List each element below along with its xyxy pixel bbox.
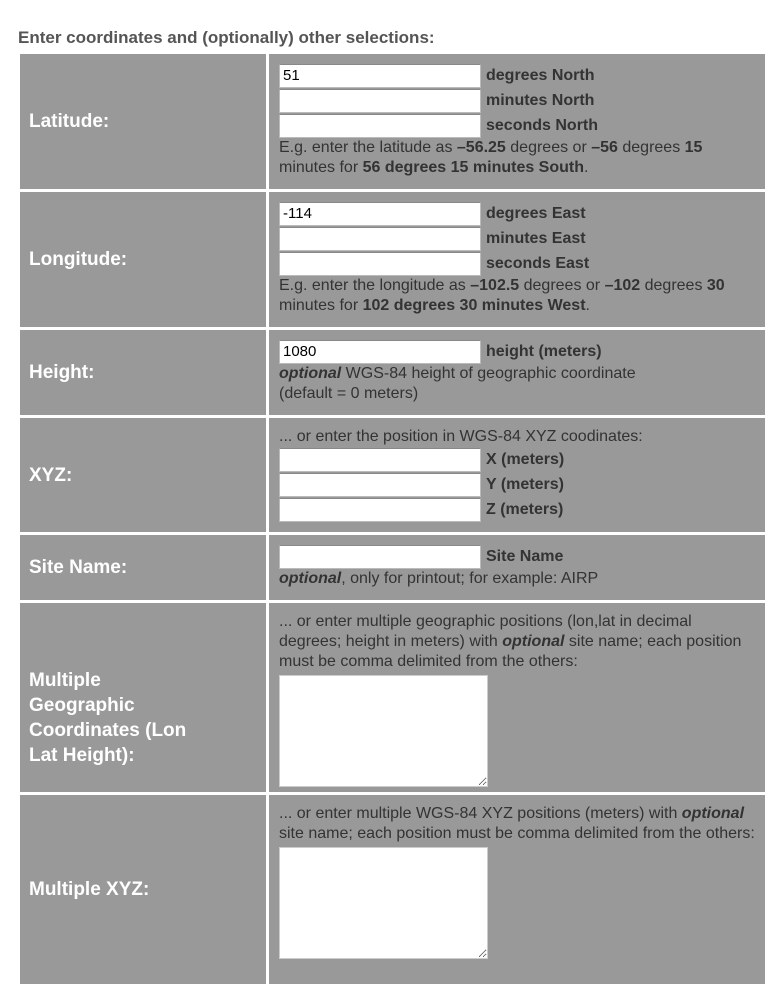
multi-xyz-help: ... or enter multiple WGS-84 XYZ positions (meters) with optional site name; each position must be comma delimited from the others: [279, 805, 755, 842]
site-name-unit: Site Name [486, 547, 564, 565]
longitude-seconds-input[interactable] [279, 252, 481, 276]
multi-geo-textarea[interactable] [279, 675, 488, 787]
seconds-north-label: seconds North [486, 116, 599, 134]
multi-xyz-row [18, 795, 767, 984]
site-name-help: optional, only for printout; for example: AIRP [279, 570, 599, 587]
longitude-row [18, 192, 767, 327]
longitude-minutes-input[interactable] [279, 227, 481, 251]
height-unit-label: height (meters) [486, 342, 602, 360]
xyz-row [18, 418, 767, 532]
multi-xyz-label: Multiple XYZ: [20, 795, 266, 984]
z-label: Z (meters) [486, 500, 564, 518]
site-name-label: Site Name: [20, 535, 266, 600]
form-title: Enter coordinates and (optionally) other selections: [18, 28, 435, 47]
x-label: X (meters) [486, 450, 565, 468]
seconds-east-label: seconds East [486, 254, 590, 272]
multi-geo-row [18, 603, 767, 792]
degrees-north-label: degrees North [486, 66, 595, 84]
x-input[interactable] [279, 448, 481, 472]
latitude-degrees-input[interactable] [279, 64, 481, 88]
latitude-label: Latitude: [20, 54, 266, 189]
height-help: optional WGS-84 height of geographic coordinate (default = 0 meters) [279, 365, 636, 402]
z-input[interactable] [279, 498, 481, 522]
longitude-label: Longitude: [20, 192, 266, 327]
coordinates-form-table [18, 54, 767, 987]
minutes-east-label: minutes East [486, 229, 586, 247]
height-input[interactable] [279, 340, 481, 364]
height-row [18, 330, 767, 415]
multi-geo-label: Multiple Geographic Coordinates (Lon Lat Height): [20, 603, 266, 792]
xyz-help: ... or enter the position in WGS-84 XYZ coodinates: [279, 428, 643, 445]
site-name-input[interactable] [279, 545, 481, 569]
latitude-help: E.g. enter the latitude as –56.25 degrees or –56 degrees 15 minutes for 56 degrees 15 minutes South. [279, 139, 703, 176]
longitude-help: E.g. enter the longitude as –102.5 degrees or –102 degrees 30 minutes for 102 degrees 30 minutes West. [279, 277, 725, 314]
latitude-seconds-input[interactable] [279, 114, 481, 138]
latitude-minutes-input[interactable] [279, 89, 481, 113]
longitude-degrees-input[interactable] [279, 202, 481, 226]
y-label: Y (meters) [486, 475, 564, 493]
site-name-row [18, 535, 767, 600]
height-label: Height: [20, 330, 266, 415]
minutes-north-label: minutes North [486, 91, 595, 109]
latitude-row [18, 54, 767, 189]
xyz-label: XYZ: [20, 418, 266, 532]
multi-xyz-textarea[interactable] [279, 847, 488, 959]
y-input[interactable] [279, 473, 481, 497]
degrees-east-label: degrees East [486, 204, 586, 222]
multi-geo-help: ... or enter multiple geographic positions (lon,lat in decimal degrees; height in meters) with optional site name; each position must be comma delimited from the others: [279, 613, 742, 670]
